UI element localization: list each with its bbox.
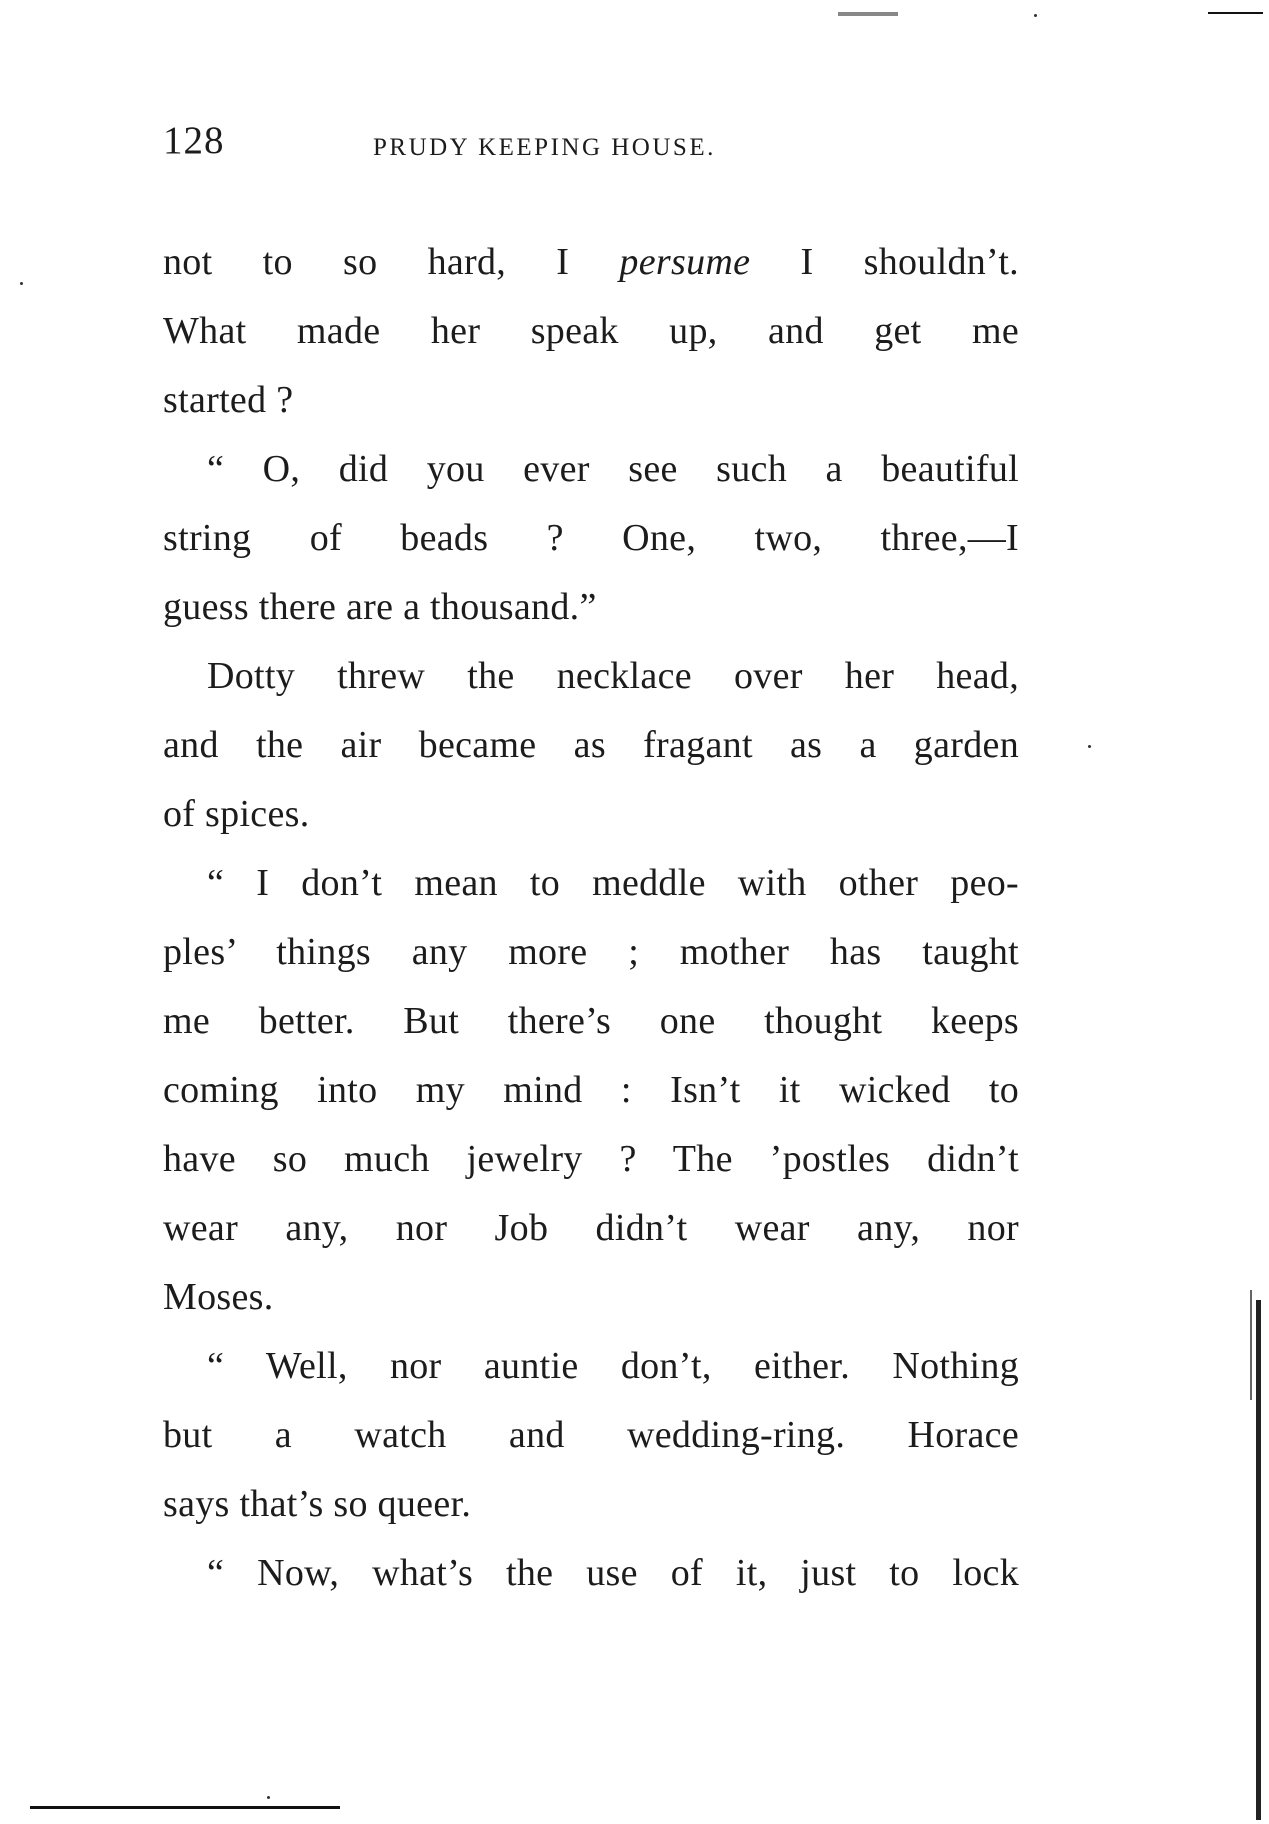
speck <box>1034 14 1037 17</box>
text-line: ples’ things any more ; mother has taught <box>163 931 1019 973</box>
running-title: PRUDY KEEPING HOUSE. <box>373 134 716 161</box>
right-edge-shadow <box>1256 1300 1261 1820</box>
page-number: 128 <box>163 119 225 162</box>
text-line: guess there are a thousand.” <box>163 586 597 628</box>
top-right-rule <box>1208 12 1263 14</box>
text-line: of spices. <box>163 793 310 835</box>
text-line: What made her speak up, and get me <box>163 310 1019 352</box>
top-smudge <box>838 12 898 16</box>
text-line: Dotty threw the necklace over her head, <box>207 655 1019 697</box>
text-line: string of beads ? One, two, three,—I <box>163 517 1019 559</box>
emphasized-word: persume <box>619 241 751 283</box>
text-line: but a watch and wedding-ring. Horace <box>163 1414 1019 1456</box>
text-line: “ Well, nor auntie don’t, either. Nothing <box>207 1345 1019 1387</box>
text-line: “ I don’t mean to meddle with other peo- <box>207 862 1019 904</box>
text-line: Moses. <box>163 1276 274 1318</box>
right-edge-shadow-faint <box>1250 1290 1252 1400</box>
speck <box>20 282 23 285</box>
text-line: not to so hard, I persume I shouldn’t. <box>163 241 1019 283</box>
text-line: “ Now, what’s the use of it, just to lock <box>207 1552 1019 1594</box>
text-line: says that’s so queer. <box>163 1483 472 1525</box>
body-text <box>163 228 1019 1608</box>
speck <box>1088 745 1091 748</box>
text-line: wear any, nor Job didn’t wear any, nor <box>163 1207 1019 1249</box>
text-line: me better. But there’s one thought keeps <box>163 1000 1019 1042</box>
bottom-left-rule <box>30 1806 340 1809</box>
text-line: have so much jewelry ? The ’postles didn’t <box>163 1138 1019 1180</box>
text-line: started ? <box>163 379 294 421</box>
page-header <box>163 118 1023 168</box>
speck <box>267 1796 270 1799</box>
text-line: “ O, did you ever see such a beautiful <box>207 448 1019 490</box>
text-line: and the air became as fragant as a garden <box>163 724 1019 766</box>
text-line: coming into my mind : Isn’t it wicked to <box>163 1069 1019 1111</box>
